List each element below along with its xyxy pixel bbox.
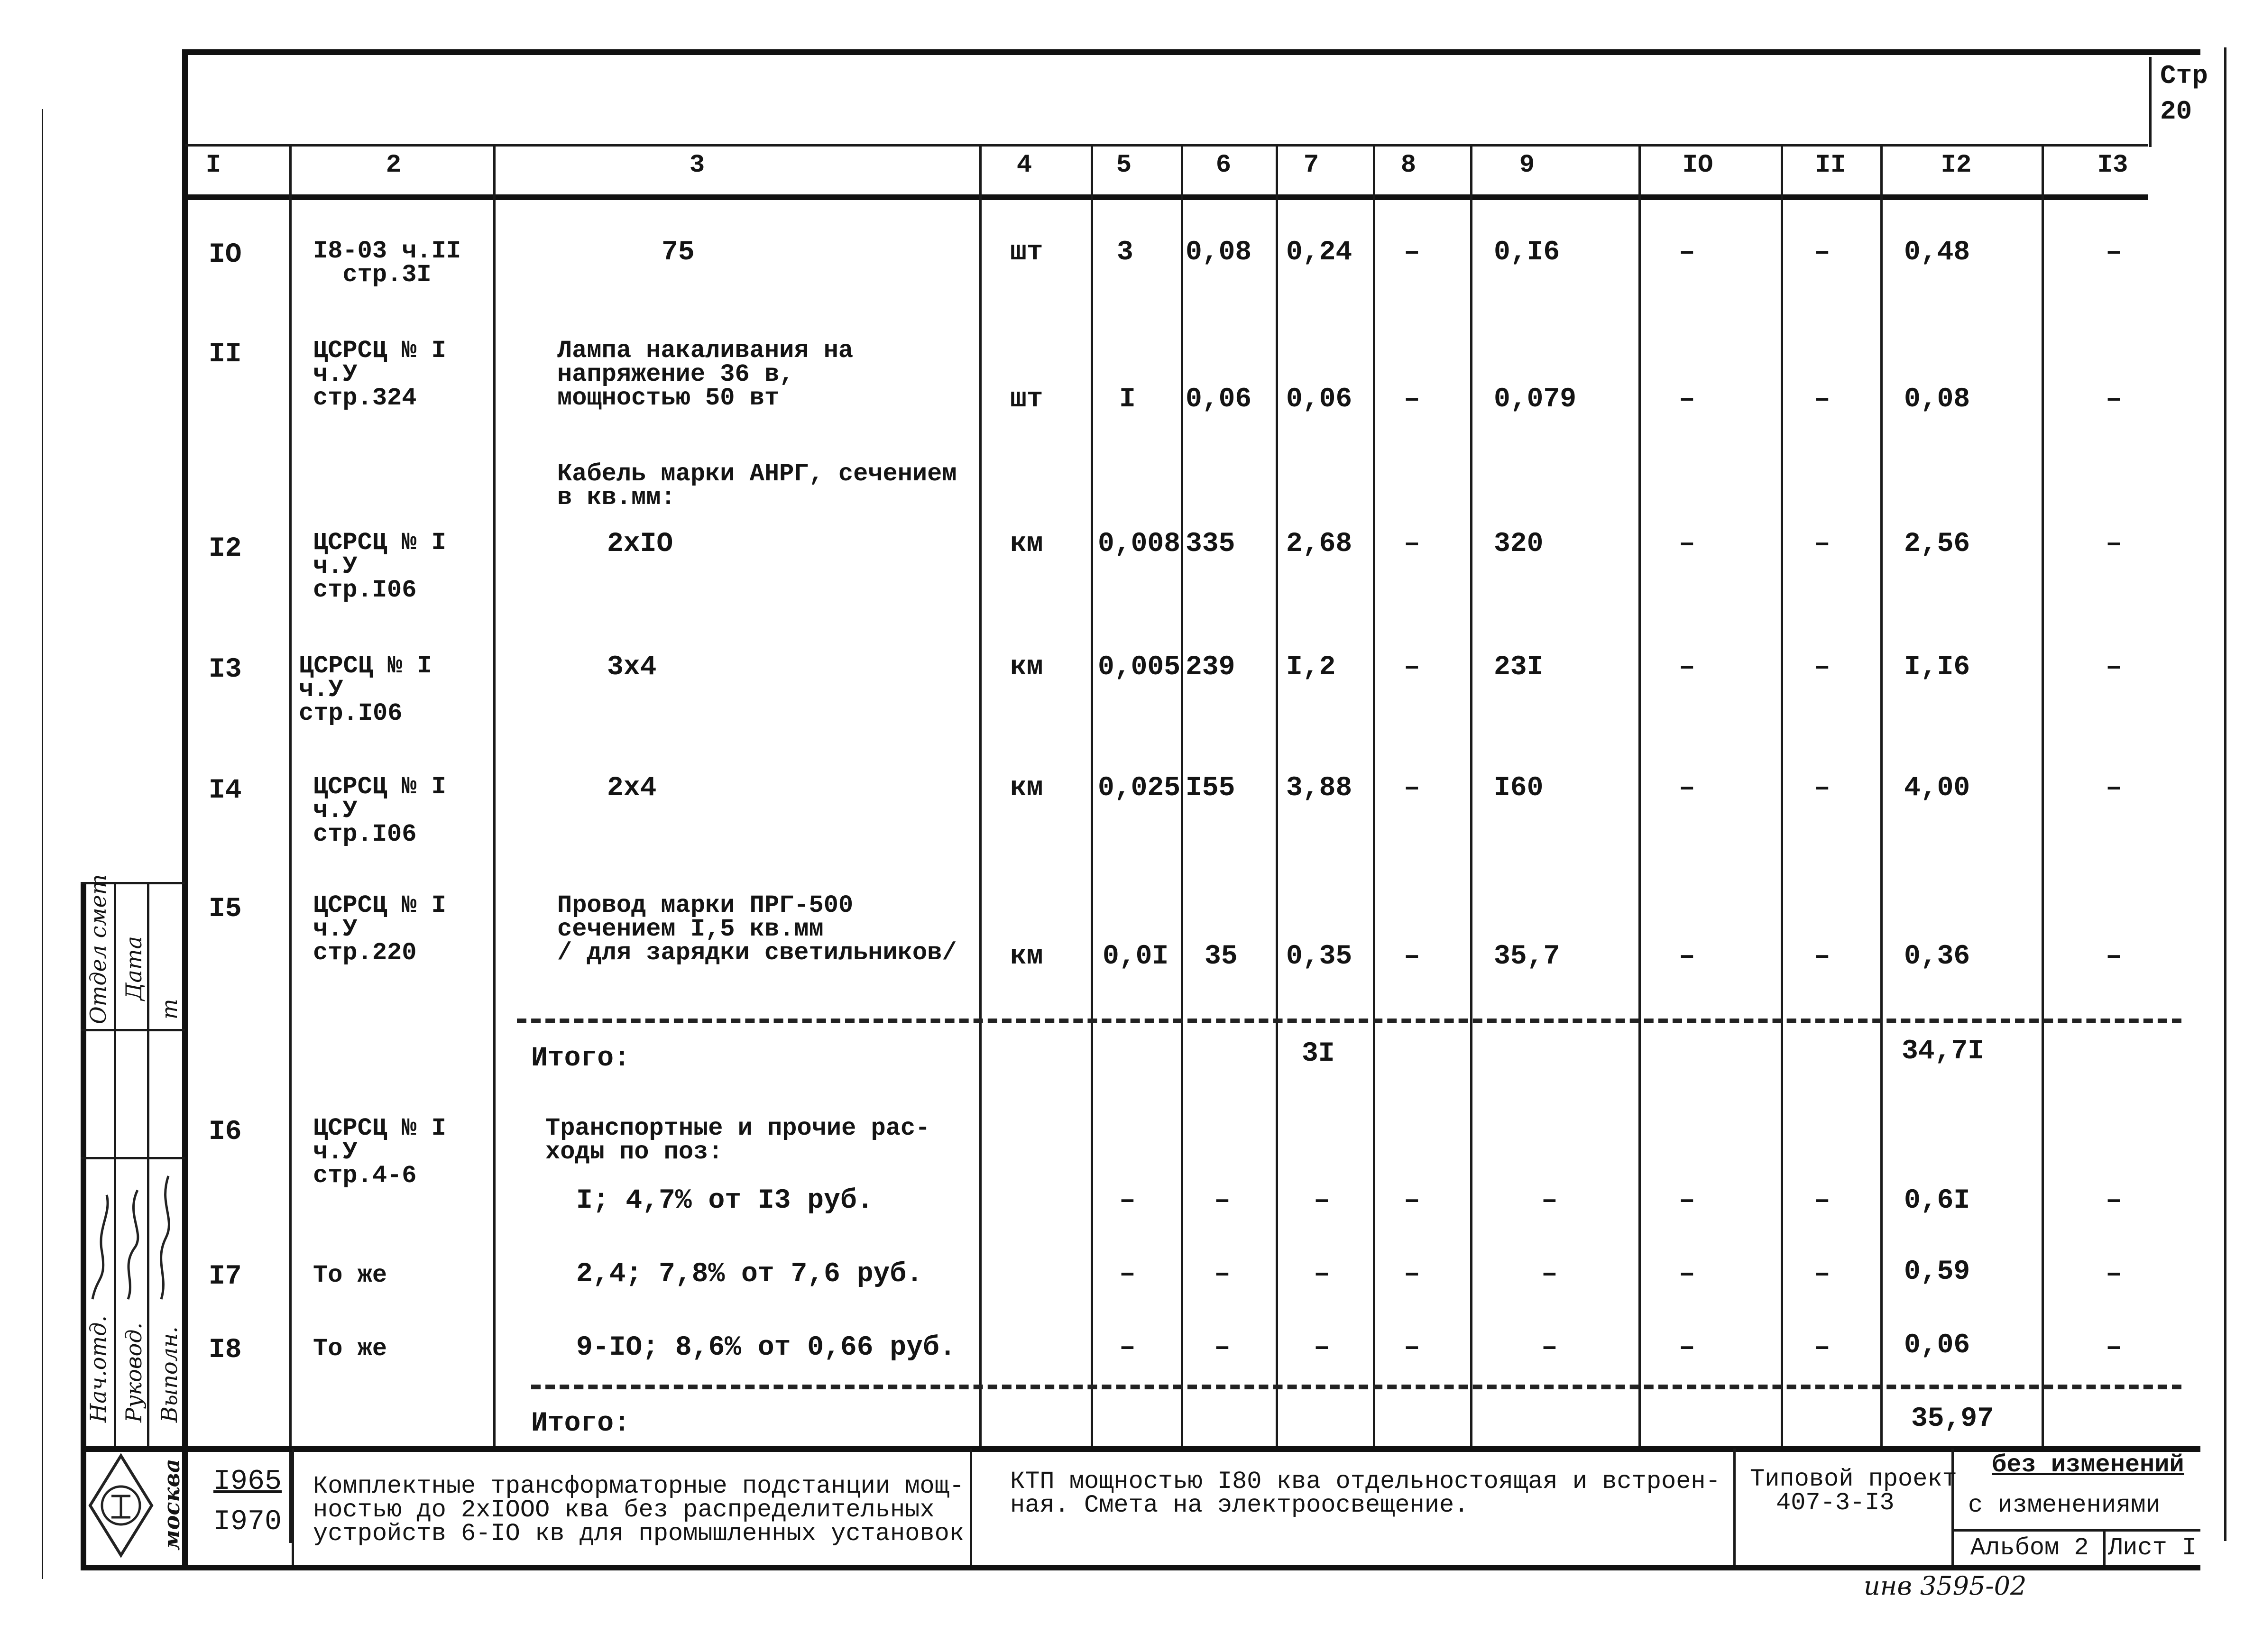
stamp-header: Отдел смет xyxy=(85,874,111,1024)
row-c6: 335 xyxy=(1186,529,1235,560)
row-c9: 320 xyxy=(1494,529,1544,560)
row-c9: 0,079 xyxy=(1494,384,1577,415)
row-c11: – xyxy=(1814,941,1831,972)
dash-cell: – xyxy=(1404,1259,1420,1290)
row-ref: ЦСРСЦ № I ч.У стр.220 xyxy=(313,891,446,967)
subtotal-c12: 34,7I xyxy=(1902,1036,1985,1067)
left-border xyxy=(182,49,188,1567)
dash-cell: – xyxy=(1814,1185,1831,1216)
row-c12: 0,08 xyxy=(1904,384,1970,415)
col-header: 9 xyxy=(1519,151,1535,180)
dash-cell: – xyxy=(2106,1259,2122,1290)
row-unit: км xyxy=(1010,941,1043,972)
col-header: I3 xyxy=(2097,151,2128,180)
row-name: 3x4 xyxy=(607,652,657,683)
album-label: Альбом 2 xyxy=(1970,1534,2089,1562)
dash-cell: – xyxy=(1679,1259,1695,1290)
dash-cell: – xyxy=(1404,1185,1420,1216)
row-c7: 0,06 xyxy=(1286,384,1352,415)
row-c8: – xyxy=(1404,652,1420,683)
col-divider xyxy=(2042,144,2044,1448)
row-detail: I; 4,7% от I3 руб. xyxy=(576,1185,874,1216)
row-ref: ЦСРСЦ № I ч.У стр.4-6 xyxy=(313,1114,446,1190)
row-c10: – xyxy=(1679,384,1695,415)
dash-cell: – xyxy=(1314,1185,1330,1216)
row-unit: км xyxy=(1010,529,1043,560)
status-change: с изменениями xyxy=(1968,1491,2161,1519)
row-c10: – xyxy=(1679,941,1695,972)
row-ref: ЦСРСЦ № I ч.У стр.I06 xyxy=(313,529,446,604)
project-subject: КТП мощностью I80 ква отдельностоящая и встроен- ная. Смета на электроосвещение. xyxy=(1010,1468,1720,1519)
col-header: 6 xyxy=(1215,151,1232,180)
row-c13: – xyxy=(2106,237,2122,268)
row-c8: – xyxy=(1404,237,1420,268)
row-c11: – xyxy=(1814,652,1831,683)
header-bottom-border xyxy=(185,194,2148,200)
col-divider xyxy=(1181,144,1183,1448)
row-c12: 0,59 xyxy=(1904,1257,1970,1287)
stamp-header: т xyxy=(156,999,182,1019)
dash-cell: – xyxy=(1814,1259,1831,1290)
row-c9: 23I xyxy=(1494,652,1544,683)
subtotal-label: Итого: xyxy=(531,1043,630,1074)
project-number: 407-3-I3 xyxy=(1776,1489,1895,1517)
dash-cell: – xyxy=(1814,1332,1831,1363)
project-description: Комплектные трансформаторные подстанции мощ- ностью до 2xIООО ква без распределительных устройств 6-IO кв для промышленных установок xyxy=(313,1472,965,1548)
col-divider xyxy=(1781,144,1783,1448)
dash-cell: – xyxy=(1119,1259,1136,1290)
row-c12: 2,56 xyxy=(1904,529,1970,560)
row-name: 2x4 xyxy=(607,773,657,804)
row-unit: км xyxy=(1010,773,1043,804)
row-c8: – xyxy=(1404,773,1420,804)
col-divider xyxy=(1638,144,1641,1448)
row-c10: – xyxy=(1679,773,1695,804)
row-c12: 0,48 xyxy=(1904,237,1970,268)
row-name: Лампа накаливания на напряжение 36 в, мощностью 50 вт xyxy=(557,337,854,412)
stamp-header: Дата xyxy=(121,936,147,1000)
row-number: I2 xyxy=(209,533,242,564)
col-header: I2 xyxy=(1941,151,1972,180)
year-start: I965 xyxy=(213,1466,282,1498)
status-no-change: без изменений xyxy=(1992,1451,2184,1479)
row-unit: шт xyxy=(1010,384,1043,415)
col-divider xyxy=(1373,144,1375,1448)
dash-cell: – xyxy=(1541,1259,1558,1290)
row-c8: – xyxy=(1404,529,1420,560)
col-header: I xyxy=(205,151,221,180)
col-header: 5 xyxy=(1116,151,1132,180)
col-header: II xyxy=(1815,151,1846,180)
page-label: Стр xyxy=(2160,61,2208,91)
org-name: москва xyxy=(159,1459,184,1551)
title-divider xyxy=(2103,1529,2106,1565)
header-top-border xyxy=(185,144,2148,147)
dash-cell: – xyxy=(1214,1185,1231,1216)
col-header: IO xyxy=(1682,151,1713,180)
sheet-label: Лист I xyxy=(2108,1534,2197,1562)
row-number: I6 xyxy=(209,1117,242,1147)
dash-cell: – xyxy=(1119,1332,1136,1363)
inventory-number: инв 3595-02 xyxy=(1864,1571,2027,1601)
col-divider xyxy=(493,144,496,1448)
subtotal-c12: 35,97 xyxy=(1911,1404,1994,1434)
row-c12: 4,00 xyxy=(1904,773,1970,804)
dashed-separator xyxy=(531,1385,2181,1389)
row-number: I3 xyxy=(209,654,242,685)
subtotal-c7: 3I xyxy=(1302,1038,1335,1069)
row-c13: – xyxy=(2106,384,2122,415)
row-c11: – xyxy=(1814,384,1831,415)
col-header: 8 xyxy=(1400,151,1417,180)
row-detail: 2,4; 7,8% от 7,6 руб. xyxy=(576,1259,923,1290)
row-detail: 9-IO; 8,6% от 0,66 руб. xyxy=(576,1332,956,1363)
dashed-separator xyxy=(517,1019,2181,1023)
row-c9: 0,I6 xyxy=(1494,237,1560,268)
row-c12: 0,6I xyxy=(1904,1185,1970,1216)
row-ref: То же xyxy=(313,1261,387,1289)
year-end: I970 xyxy=(213,1506,282,1538)
row-name: Провод марки ПРГ-500 сечением I,5 кв.мм / для зарядки светильников/ xyxy=(557,891,957,967)
col-header: 2 xyxy=(386,151,402,180)
row-c13: – xyxy=(2106,773,2122,804)
row-c8: – xyxy=(1404,941,1420,972)
col-divider xyxy=(1880,144,1883,1448)
dash-cell: – xyxy=(1541,1332,1558,1363)
row-number: I8 xyxy=(209,1335,242,1366)
row-ref: ЦСРСЦ № I ч.У стр.I06 xyxy=(299,652,432,727)
row-c10: – xyxy=(1679,529,1695,560)
row-c13: – xyxy=(2106,941,2122,972)
dash-cell: – xyxy=(1679,1185,1695,1216)
row-name: 2xIO xyxy=(607,529,673,560)
row-c12: 0,06 xyxy=(1904,1330,1970,1361)
row-c5: 0,0I xyxy=(1103,941,1169,972)
section-heading: Кабель марки АНРГ, сечением в кв.мм: xyxy=(557,460,957,512)
title-divider-h xyxy=(1951,1529,2200,1532)
dash-cell: – xyxy=(1679,1332,1695,1363)
row-c6: 239 xyxy=(1186,652,1235,683)
stamp-role: Выполн. xyxy=(156,1326,182,1423)
dash-cell: – xyxy=(1541,1185,1558,1216)
title-divider xyxy=(1733,1449,1736,1565)
title-block-bottom xyxy=(81,1565,2200,1570)
row-number: I5 xyxy=(209,894,242,925)
row-c9: I60 xyxy=(1494,773,1544,804)
page-box-left xyxy=(2149,57,2152,147)
dash-cell: – xyxy=(1314,1259,1330,1290)
row-c6: I55 xyxy=(1186,773,1235,804)
dash-cell: – xyxy=(1214,1259,1231,1290)
row-number: I4 xyxy=(209,775,242,806)
subtotal-label: Итого: xyxy=(531,1408,630,1439)
row-number: IO xyxy=(209,239,242,270)
row-c5: 0,025 xyxy=(1098,773,1181,804)
row-ref: ЦСРСЦ № I ч.У стр.I06 xyxy=(313,773,446,848)
row-ref: То же xyxy=(313,1335,387,1363)
row-c7: 3,88 xyxy=(1286,773,1352,804)
row-name: 75 xyxy=(662,237,695,268)
row-number: II xyxy=(209,339,242,370)
row-c8: – xyxy=(1404,384,1420,415)
row-unit: км xyxy=(1010,652,1043,683)
row-c10: – xyxy=(1679,237,1695,268)
row-c7: I,2 xyxy=(1286,652,1336,683)
row-c12: 0,36 xyxy=(1904,941,1970,972)
margin-mark xyxy=(42,109,43,1579)
col-divider xyxy=(1276,144,1278,1448)
row-c11: – xyxy=(1814,237,1831,268)
row-c11: – xyxy=(1814,773,1831,804)
row-c9: 35,7 xyxy=(1494,941,1560,972)
project-label: Типовой проект xyxy=(1750,1465,1957,1493)
row-c11: – xyxy=(1814,529,1831,560)
row-c6: 35 xyxy=(1205,941,1238,972)
stamp-line xyxy=(81,1029,185,1031)
row-ref: I8-03 ч.II стр.3I xyxy=(313,237,461,289)
col-divider xyxy=(979,144,982,1448)
row-c6: 0,08 xyxy=(1186,237,1252,268)
row-ref: ЦСРСЦ № I ч.У стр.324 xyxy=(313,337,446,412)
title-divider xyxy=(970,1449,972,1565)
row-c12: I,I6 xyxy=(1904,652,1970,683)
stamp-role: Руковод. xyxy=(121,1322,147,1423)
row-name: Транспортные и прочие рас- ходы по поз: xyxy=(545,1114,930,1166)
dash-cell: – xyxy=(1404,1332,1420,1363)
dash-cell: – xyxy=(1314,1332,1330,1363)
row-c5: 3 xyxy=(1117,237,1133,268)
page-number: 20 xyxy=(2160,96,2192,127)
col-header: 3 xyxy=(689,151,705,180)
row-c7: 0,24 xyxy=(1286,237,1352,268)
row-c5: I xyxy=(1119,384,1136,415)
row-c7: 0,35 xyxy=(1286,941,1352,972)
stamp-role: Нач.отд. xyxy=(85,1315,111,1423)
col-header: 4 xyxy=(1016,151,1032,180)
title-block-top xyxy=(81,1446,2200,1452)
row-c7: 2,68 xyxy=(1286,529,1352,560)
col-divider xyxy=(1091,144,1093,1448)
row-c5: 0,008 xyxy=(1098,529,1181,560)
col-header: 7 xyxy=(1303,151,1319,180)
row-c5: 0,005 xyxy=(1098,652,1181,683)
title-divider xyxy=(292,1449,294,1565)
dash-cell: – xyxy=(2106,1185,2122,1216)
row-c13: – xyxy=(2106,652,2122,683)
dash-cell: – xyxy=(1119,1185,1136,1216)
row-c10: – xyxy=(1679,652,1695,683)
dash-cell: – xyxy=(1214,1332,1231,1363)
org-logo-icon xyxy=(85,1451,156,1560)
signature-marks xyxy=(83,1157,185,1309)
col-divider xyxy=(289,144,292,1543)
row-unit: шт xyxy=(1010,237,1043,268)
row-number: I7 xyxy=(209,1261,242,1292)
row-c6: 0,06 xyxy=(1186,384,1252,415)
row-c13: – xyxy=(2106,529,2122,560)
right-border xyxy=(2224,47,2226,1541)
top-border xyxy=(185,49,2200,55)
dash-cell: – xyxy=(2106,1332,2122,1363)
col-divider xyxy=(1470,144,1472,1448)
